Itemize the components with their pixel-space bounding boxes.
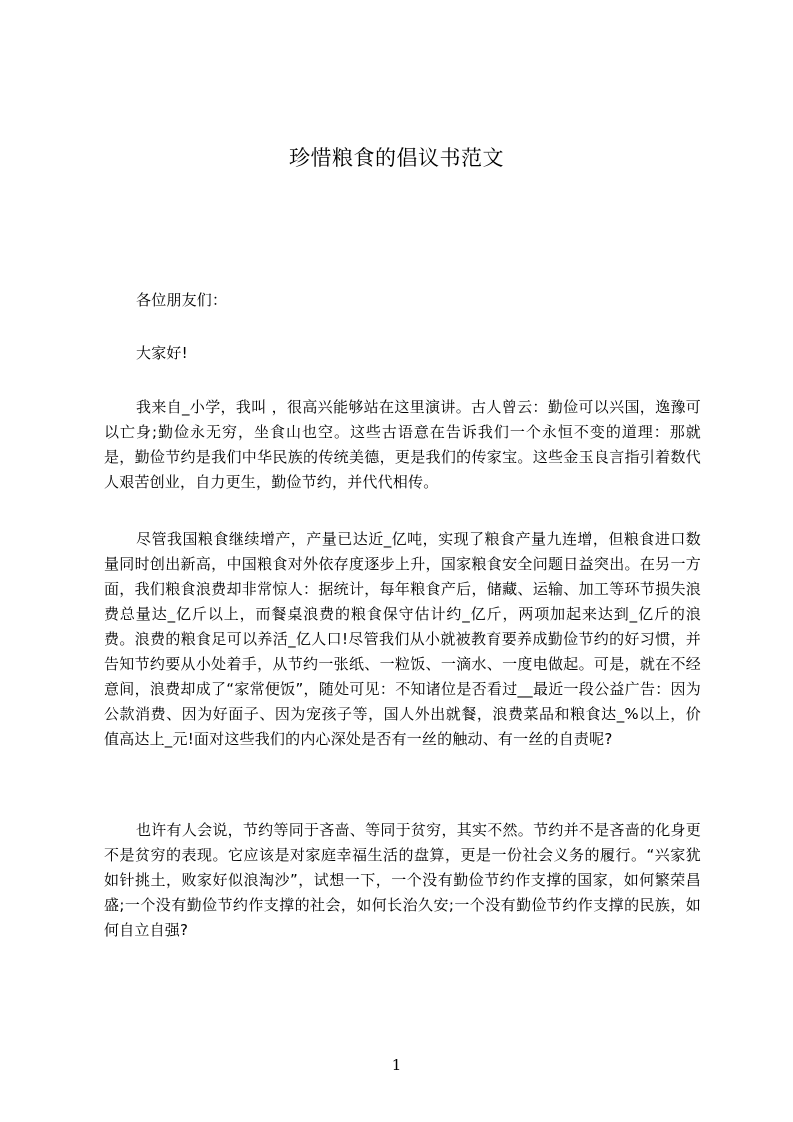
document-title: 珍惜粮食的倡议书范文 [289,146,504,170]
greeting-paragraph: 大家好! [136,344,188,362]
salutation-paragraph: 各位朋友们： [136,291,228,309]
body-paragraph-intro: 我来自_小学，我叫 ，很高兴能够站在这里演讲。古人曾云：勤俭可以兴国，逸豫可以亡身;勤俭永无穷，坐食山也空。这些古语意在告诉我们一个永恒不变的道理：那就是，勤俭节约是我们中华民族的传统美德，更是我们的传家宝。这些金玉良言指引着数代人艰苦创业，自力更生，勤俭节约，并代代相传。 [104,398,701,491]
body-paragraph-thrift: 也许有人会说，节约等同于吝啬、等同于贫穷，其实不然。节约并不是吝啬的化身更不是贫穷的表现。它应该是对家庭幸福生活的盘算，更是一份社会义务的履行。“兴家犹如针挑土，败家好似浪淘沙”，试想一下，一个没有勤俭节约作支撑的国家，如何繁荣昌盛;一个没有勤俭节约作支撑的社会，如何长治久安;一个没有勤俭节约作支撑的民族，如何自立自强? [104,821,701,939]
body-paragraph-waste: 尽管我国粮食继续增产，产量已达近_亿吨，实现了粮食产量九连增，但粮食进口数量同时创出新高，中国粮食对外依存度逐步上升，国家粮食安全问题日益突出。在另一方面，我们粮食浪费却非常惊人：据统计，每年粮食产后，储藏、运输、加工等环节损失浪费总量达_亿斤以上，而餐桌浪费的粮食保守估计约_亿斤，两项加起来达到_亿斤的浪费。浪费的粮食足可以养活_亿人口!尽管我们从小就被教育要养成勤俭节约的好习惯，并告知节约要从小处着手，从节约一张纸、一粒饭、一滴水、一度电做起。可是，就在不经意间，浪费却成了“家常便饭”，随处可见：不知诸位是否看过__最近一段公益广告：因为公款消费、因为好面子、因为宠孩子等，国人外出就餐，浪费菜品和粮食达_%以上，价值高达上_元!面对这些我们的内心深处是否有一丝的触动、有一丝的自责呢? [104,530,701,748]
page-number: 1 [391,1056,402,1074]
